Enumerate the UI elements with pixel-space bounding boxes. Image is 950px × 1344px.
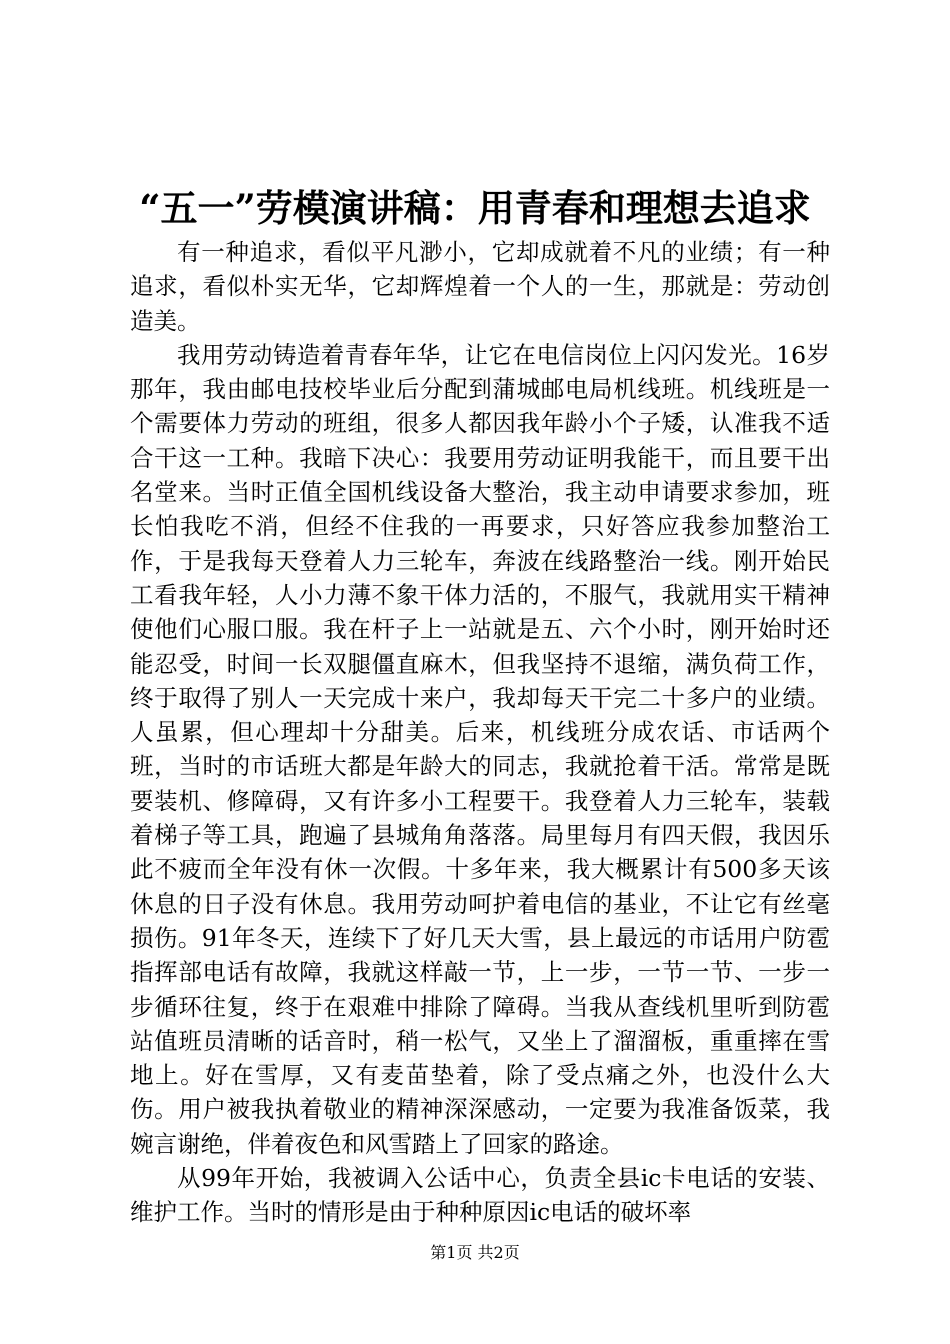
paragraph-intro: 有一种追求，看似平凡渺小，它却成就着不凡的业绩；有一种追求，看似朴实无华，它却辉煌着一个人的一生，那就是：劳动创造美。 bbox=[130, 238, 830, 335]
page-number: 第1页 共2页 bbox=[430, 1243, 520, 1262]
document-body bbox=[130, 235, 830, 1230]
paragraph-payphone: 从99年开始，我被调入公话中心，负责全县ic卡电话的安装、维护工作。当时的情形是由于种种原因ic电话的破坏率 bbox=[130, 1164, 830, 1227]
paragraph-labor: 我用劳动铸造着青春年华，让它在电信岗位上闪闪发光。16岁那年，我由邮电技校毕业后分配到蒲城邮电局机线班。机线班是一个需要体力劳动的班组，很多人都因我年龄小个子矮，认准我不适合干这一工种。我暗下决心：我要用劳动证明我能干，而且要干出名堂来。当时正值全国机线设备大整治，我主动申请要求参加，班长怕我吃不消，但经不住我的一再要求，只好答应我参加整治工作，于是我每天登着人力三轮车，奔波在线路整治一线。刚开始民工看我年轻，人小力薄不象干体力活的，不服气，我就用实干精神使他们心服口服。我在杆子上一站就是五、六个小时，刚开始时还能忍受，时间一长双腿僵直麻木，但我坚持不退缩，满负荷工作，终于取得了别人一天完成十来户，我却每天干完二十多户的业绩。人虽累，但心理却十分甜美。后来，机线班分成农话、市话两个班，当时的市话班大都是年龄大的同志，我就抢着干活。常常是既要装机、修障碍，又有许多小工程要干。我登着人力三轮车，装载着梯子等工具，跑遍了县城角角落落。局里每月有四天假，我因乐此不疲而全年没有休一次假。十多年来，我大概累计有500多天该休息的日子没有休息。我用劳动呵护着电信的基业，不让它有丝毫损伤。91年冬天，连续下了好几天大雪，县上最远的市话用户防雹指挥部电话有故障，我就这样敲一节，上一步，一节一节、一步一步循环往复，终于在艰难中排除了障碍。当我从查线机里听到防雹站值班员清晰的话音时，稍一松气，又坐上了溜溜板，重重摔在雪地上。好在雪厚，又有麦苗垫着，除了受点痛之外，也没什么大伤。用户被我执着敬业的精神深深感动，一定要为我准备饭菜，我婉言谢绝，伴着夜色和风雪踏上了回家的路途。 bbox=[130, 340, 830, 1158]
document-title: “五一”劳模演讲稿：用青春和理想去追求 bbox=[139, 186, 811, 230]
